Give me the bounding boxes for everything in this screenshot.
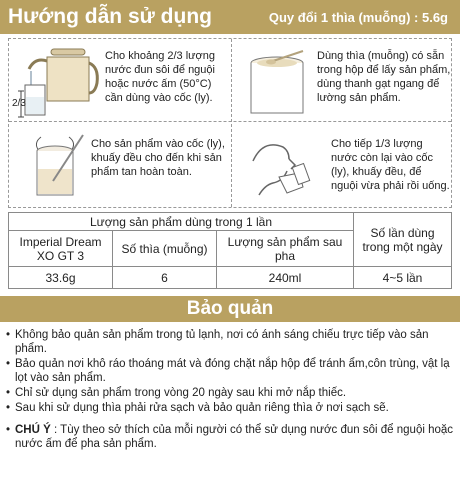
storage-title: Bảo quản bbox=[186, 298, 274, 319]
fill-level-label: 2/3 bbox=[12, 98, 26, 109]
col-spoons-header: Số thìa (muỗng) bbox=[113, 231, 217, 267]
warning-label: CHÚ Ý bbox=[15, 424, 51, 436]
page-title: Hướng dẫn sử dụng bbox=[8, 5, 212, 28]
usage-table bbox=[8, 212, 452, 289]
kettle-pour-icon bbox=[23, 45, 101, 119]
step-3-text: Cho sản phẩm vào cốc (ly), khuấy đều cho đến khi sản phẩm tan hoàn toàn. bbox=[91, 138, 225, 178]
grid-divider-horizontal bbox=[9, 121, 451, 122]
col-after-header: Lượng sản phẩm sau pha bbox=[217, 231, 354, 267]
step-2-text: Dùng thìa (muỗng) có sẵn trong hộp để lấy sản phẩm, dùng thanh gạt ngang để lường sản phẩm. bbox=[317, 50, 451, 104]
list-item: • Bảo quản nơi khô ráo thoáng mát và đóng chặt nắp hộp để tránh ẩm,côn trùng, vật lạ lọt vào sản phẩm. bbox=[6, 357, 454, 385]
grid-divider-vertical bbox=[231, 39, 232, 207]
warning-text: : Tùy theo sở thích của mỗi người có thể sử dụng nước đun sôi để nguội hoặc nước ấm để pha sản phẩm. bbox=[15, 424, 454, 450]
usage-caption: Lượng sản phẩm dùng trong 1 lần bbox=[9, 213, 354, 231]
table-row bbox=[9, 267, 452, 289]
step-1-text: Cho khoảng 2/3 lượng nước đun sôi để nguội hoặc nước ấm (50°C) cần dùng vào cốc (ly). bbox=[105, 50, 215, 104]
header-bar bbox=[0, 0, 460, 34]
list-item: • Sau khi sử dụng thìa phải rửa sạch và bảo quản riêng thìa ở nơi sạch sẽ. bbox=[6, 401, 454, 415]
cell-product: 33.6g bbox=[9, 267, 113, 289]
col-product-header: Imperial Dream XO GT 3 bbox=[9, 231, 113, 267]
person-drinking-icon bbox=[243, 131, 323, 205]
cell-spoons: 6 bbox=[113, 267, 217, 289]
instruction-grid bbox=[8, 38, 452, 208]
spoon-conversion: Quy đổi 1 thìa (muỗng) : 5.6g bbox=[268, 9, 448, 25]
storage-header bbox=[0, 296, 460, 322]
step-4-text: Cho tiếp 1/3 lượng nước còn lại vào cốc (ly), khuấy đều, để nguội vừa phải rồi uống. bbox=[331, 138, 450, 192]
list-item: • Không bảo quản sản phẩm trong tủ lạnh, nơi có ánh sáng chiếu trực tiếp vào sản phẩm. bbox=[6, 328, 454, 356]
storage-notes bbox=[6, 328, 454, 452]
can-spoon-icon bbox=[243, 49, 311, 119]
stir-cup-icon bbox=[25, 131, 87, 203]
col-times-header: Số lần dùng trong một ngày bbox=[354, 213, 452, 267]
warning-note bbox=[6, 423, 454, 451]
cell-times: 4~5 lần bbox=[354, 267, 452, 289]
cell-after: 240ml bbox=[217, 267, 354, 289]
list-item: • Chỉ sử dụng sản phẩm trong vòng 20 ngày sau khi mở nắp thiếc. bbox=[6, 386, 454, 400]
